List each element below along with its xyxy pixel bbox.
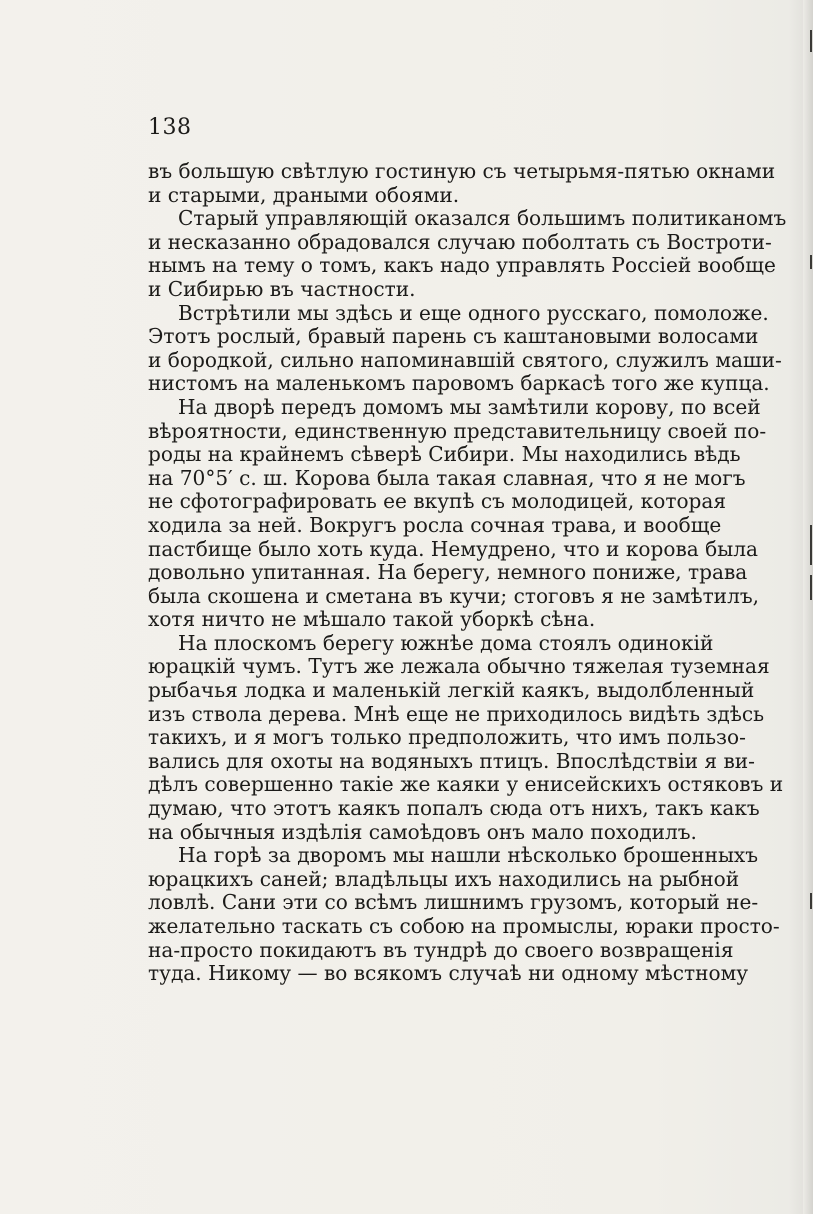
- text-line: и Сибирью въ частности.: [148, 276, 416, 301]
- text-line: желательно таскать съ собою на промыслы, юраки просто-: [148, 914, 780, 938]
- text-line: Старый управляющій оказался большимъ политиканомъ: [178, 206, 787, 231]
- text-line: была скошена и сметана въ кучи; стоговъ я не замѣтилъ,: [148, 583, 760, 608]
- text-line: пастбище было хоть куда. Немудрено, что и корова была: [148, 536, 758, 561]
- text-line: вались для охоты на водяныхъ птицъ. Впослѣдствіи я ви-: [148, 748, 755, 773]
- text-line: туда. Никому — во всякомъ случаѣ ни одному мѣстному: [148, 961, 749, 986]
- text-line: и бородкой, сильно напоминавшій святого, служилъ маши-: [148, 347, 782, 372]
- text-line: ходила за ней. Вокругъ росла сочная трава, и вообще: [148, 512, 722, 537]
- page-edge: [803, 0, 813, 1214]
- text-line: нистомъ на маленькомъ паровомъ баркасѣ того же купца.: [148, 371, 770, 396]
- text-line: ловлѣ. Сани эти со всѣмъ лишнимъ грузомъ, который не-: [148, 890, 759, 915]
- text-line: думаю, что этотъ каякъ попалъ сюда отъ нихъ, такъ какъ: [148, 796, 760, 821]
- text-line: Этотъ рослый, бравый парень съ каштановыми волосами: [148, 324, 759, 349]
- text-line: довольно упитанная. На берегу, немного пониже, трава: [148, 560, 748, 585]
- text-line: не сфотографировать ее вкупѣ съ молодицей, которая: [148, 489, 727, 514]
- text-line: Встрѣтили мы здѣсь и еще одного русскаго, помоложе.: [178, 300, 769, 325]
- edge-mark: [810, 30, 812, 52]
- page-number: 138: [148, 115, 192, 140]
- text-line: такихъ, и я могъ только предположить, что имъ пользо-: [148, 725, 746, 750]
- text-line: нымъ на тему о томъ, какъ надо управлять Россіей вообще: [148, 253, 776, 278]
- text-line: На плоскомъ берегу южнѣе дома стоялъ одинокій: [178, 630, 714, 655]
- edge-mark: [810, 893, 812, 909]
- text-line: роды на крайнемъ сѣверѣ Сибири. Мы находились вѣдь: [148, 442, 741, 467]
- body-text: [148, 159, 787, 986]
- edge-mark: [810, 525, 812, 565]
- text-line: и старыми, драными обоями.: [148, 182, 460, 207]
- text-line: на-просто покидаютъ въ тундрѣ до своего возвращенія: [148, 937, 734, 962]
- text-line: вѣроятности, единственную представительницу своей по-: [148, 418, 767, 443]
- edge-mark: [810, 575, 812, 600]
- text-line: на 70°5′ с. ш. Корова была такая славная, что я не могъ: [148, 465, 746, 490]
- text-line: на обычныя издѣлія самоѣдовъ онъ мало походилъ.: [148, 819, 697, 844]
- text-line: юрацкихъ саней; владѣльцы ихъ находились на рыбной: [148, 866, 740, 891]
- text-line: На горѣ за дворомъ мы нашли нѣсколько брошенныхъ: [178, 843, 759, 868]
- text-line: На дворѣ передъ домомъ мы замѣтили корову, по всей: [178, 394, 761, 419]
- text-line: дѣлъ совершенно такіе же каяки у енисейскихъ остяковъ и: [148, 772, 784, 797]
- edge-mark: [810, 255, 812, 269]
- text-line: рыбачья лодка и маленькій легкій каякъ, выдолбленный: [148, 678, 755, 703]
- text-line: изъ ствола дерева. Мнѣ еще не приходилось видѣть здѣсь: [148, 701, 765, 726]
- text-line: юрацкій чумъ. Тутъ же лежала обычно тяжелая туземная: [148, 654, 770, 679]
- text-line: и несказанно обрадовался случаю поболтать съ Востроти-: [148, 229, 772, 254]
- text-line: въ большую свѣтлую гостиную съ четырьмя-пятью окнами: [148, 159, 776, 183]
- text-line: хотя ничто не мѣшало такой уборкѣ сѣна.: [148, 607, 596, 632]
